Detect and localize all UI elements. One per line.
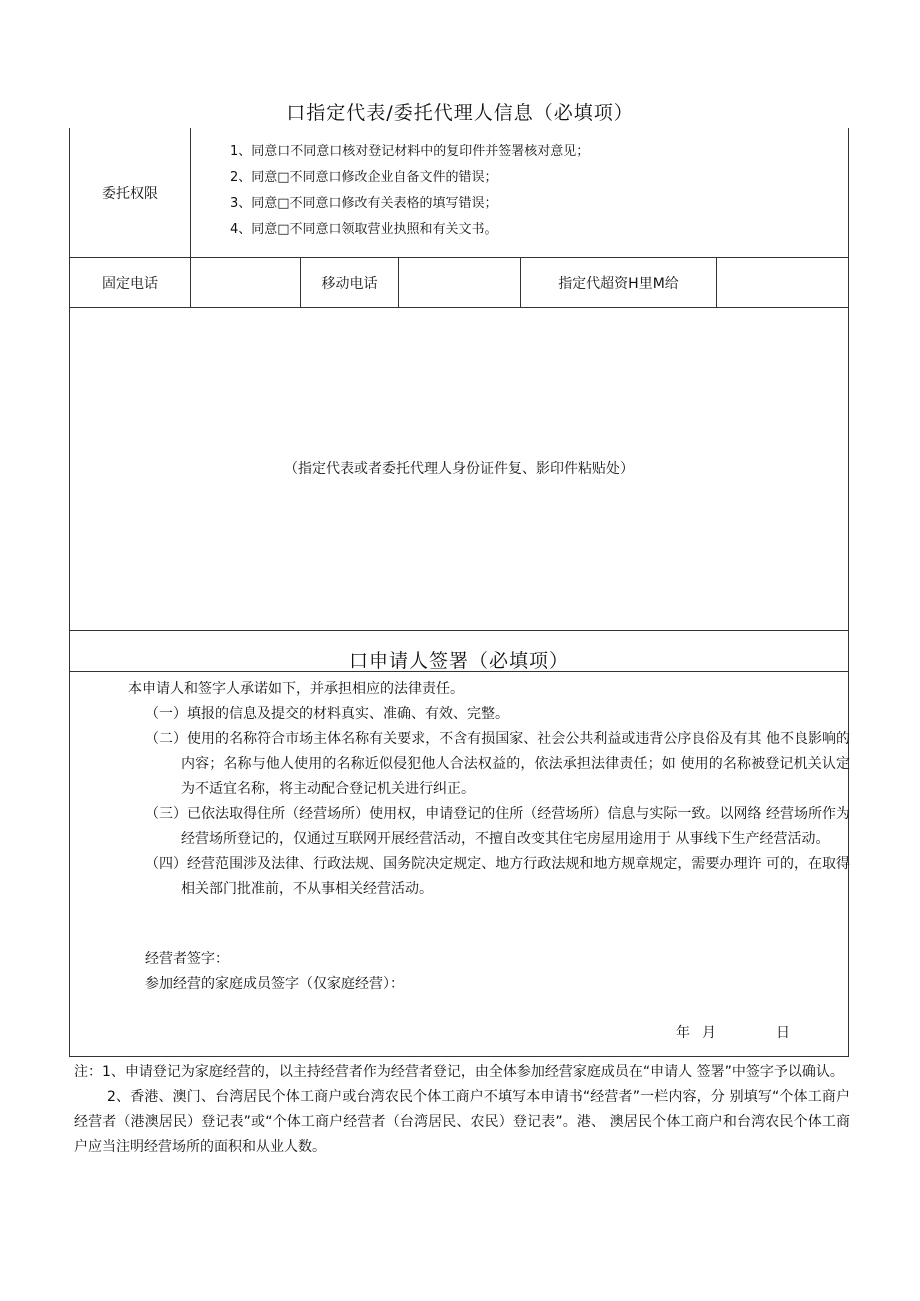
pledge-item: （二）使用的名称符合市场主体名称有关要求，不含有损国家、社会公共利益或违背公序良俗及有其 他不良影响的内容；名称与他人使用的名称近似侵犯他人合法权益的，依法承担法律责任；如 使用的名称被登记机关认定为不适宜名称，将主动配合登记机关进行纠正。 [145, 731, 850, 797]
row-divider-2 [69, 307, 849, 308]
authority-item: 4、同意□不同意口领取营业执照和有关文书。 [230, 222, 498, 237]
date-day: 日 [776, 1025, 790, 1041]
table-border-bottom [69, 1056, 849, 1057]
section-title-agent: 口指定代表/委托代理人信息（必填项） [286, 102, 634, 124]
id-paste-note: （指定代表或者委托代理人身份证件复、影印件粘贴处） [284, 461, 634, 477]
authority-item: 1、同意口不同意口核对登记材料中的复印件并签署核对意见； [230, 144, 590, 159]
table-border-right [848, 128, 849, 1057]
footnote-2: 2、香港、澳门、台湾居民个体工商户或台湾农民个体工商户不填写本申请书“经营者”一栏内容，分 别填写“个体工商户经营者（港澳居民）登记表”或“个体工商户经营者（台湾居民、农民）登记表”。港、 澳居民个体工商户和台湾农民个体工商户应当注明经营场所的面积和从业人数。 [74, 1089, 850, 1155]
authority-list [230, 139, 589, 243]
footnote-1: 注：1、申请登记为家庭经营的，以主持经营者作为经营者登记，由全体参加经营家庭成员在“申请人 签署”中签字予以确认。 [74, 1064, 844, 1080]
row-divider-3 [69, 630, 849, 631]
date-year: 年 [676, 1025, 690, 1041]
pledge-text [78, 677, 850, 902]
pledge-intro: 本申请人和签字人承诺如下，并承担相应的法律责任。 [128, 681, 464, 697]
agent-contact-label: 指定代超资H里M给 [558, 275, 679, 292]
date-month: 月 [702, 1025, 716, 1041]
agent-contact-value[interactable] [717, 258, 848, 307]
pledge-item: （三）已依法取得住所（经营场所）使用权，申请登记的住所（经营场所）信息与实际一致。以网络 经营场所作为经营场所登记的，仅通过互联网开展经营活动，不擅自改变其住宅房屋用途用于 从事线下生产经营活动。 [145, 806, 850, 847]
authority-item: 3、同意□不同意口修改有关表格的填写错误； [230, 196, 498, 211]
pledge-item: （四）经营范围涉及法律、行政法规、国务院决定规定、地方行政法规和地方规章规定，需要办理许 可的，在取得相关部门批准前，不从事相关经营活动。 [145, 856, 850, 897]
family-signature-label: 参加经营的家庭成员签字（仅家庭经营）： [145, 976, 404, 992]
section-title-signature: 口申请人签署（必填项） [348, 650, 569, 672]
footnotes [74, 1060, 850, 1160]
mobile-phone-value[interactable] [399, 258, 520, 307]
authority-label: 委托权限 [102, 185, 158, 202]
mobile-phone-label: 移动电话 [321, 275, 378, 292]
fixed-phone-value[interactable] [191, 258, 300, 307]
operator-signature-label: 经营者签字： [145, 951, 229, 967]
fixed-phone-label: 固定电话 [102, 275, 158, 292]
pledge-item: （一）填报的信息及提交的材料真实、准确、有效、完整。 [145, 706, 509, 722]
authority-item: 2、同意□不同意口修改企业自备文件的错误； [230, 170, 498, 185]
